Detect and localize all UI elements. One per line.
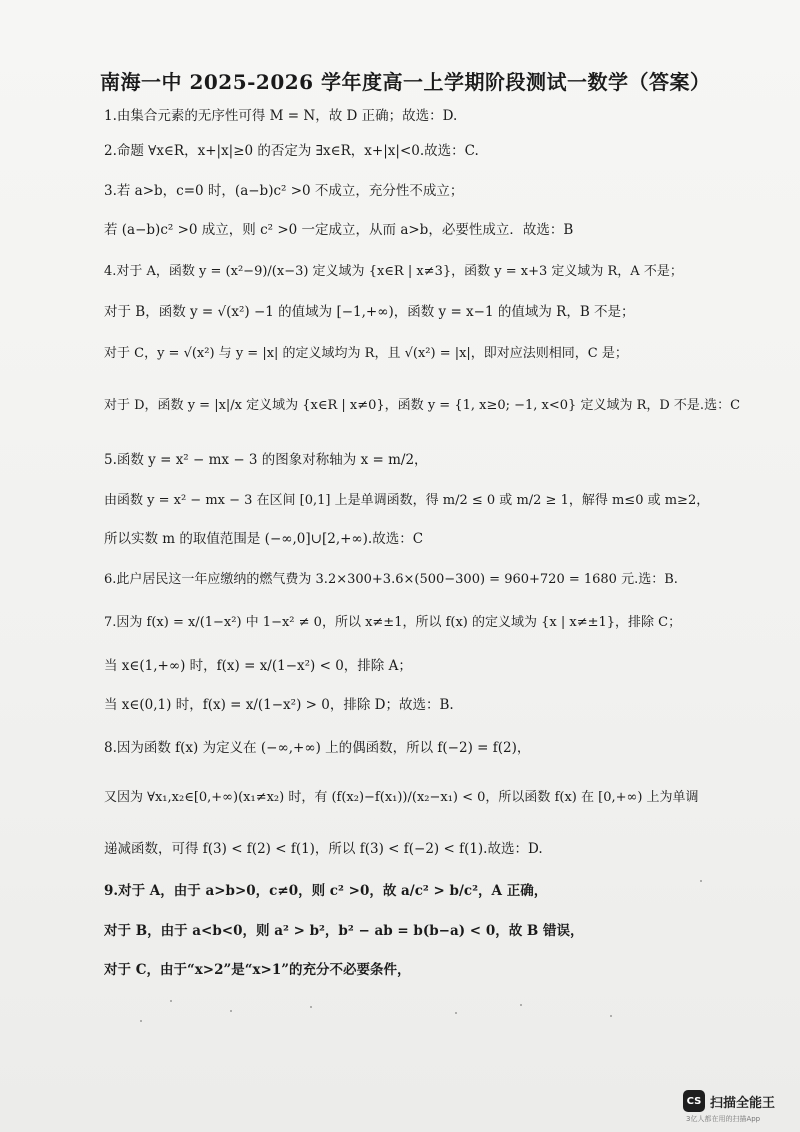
answer-line-7: 7.因为 f(x) = x/(1−x²) 中 1−x² ≠ 0，所以 x≠±1，所以 f(x) 的定义域为 {x | x≠±1}，排除 C； (104, 615, 682, 630)
scan-speck (700, 880, 702, 882)
scanner-app-name: 扫描全能王 (710, 1095, 776, 1111)
scanner-watermark (683, 1090, 775, 1112)
answer-line-1: 1.由集合元素的无序性可得 M = N，故 D 正确；故选：D. (104, 108, 458, 124)
scan-speck (610, 1015, 612, 1017)
scan-speck (520, 1004, 522, 1006)
answer-line-4: 4.对于 A，函数 y = (x²−9)/(x−3) 定义域为 {x∈R | x≠3}，函数 y = x+3 定义域为 R，A 不是； (104, 264, 683, 279)
answer-line-2: 2.命题 ∀x∈R，x+|x|≥0 的否定为 ∃x∈R，x+|x|<0.故选：C. (104, 143, 479, 159)
answer-line-5c: 所以实数 m 的取值范围是 (−∞,0]∪[2,+∞).故选：C (104, 531, 424, 547)
answer-line-8c: 递减函数，可得 f(3) < f(2) < f(1)，所以 f(3) < f(−2) < f(1).故选：D. (104, 841, 543, 857)
answer-line-3b: 若 (a−b)c² >0 成立，则 c² >0 一定成立，从而 a>b，必要性成立．故选：B (104, 222, 574, 238)
scanner-tagline: 3亿人都在用的扫描App (686, 1115, 761, 1123)
answer-line-8: 8.因为函数 f(x) 为定义在 (−∞,+∞) 上的偶函数，所以 f(−2) = f(2)， (104, 740, 531, 756)
answer-line-5: 5.函数 y = x² − mx − 3 的图象对称轴为 x = m/2， (104, 452, 428, 468)
scan-speck (230, 1010, 232, 1012)
page-title: 南海一中 2025-2026 学年度高一上学期阶段测试一数学（答案） (100, 70, 711, 94)
answer-line-4d: 对于 D，函数 y = |x|/x 定义域为 {x∈R | x≠0}，函数 y = {1, x≥0; −1, x<0} 定义域为 R，D 不是.选：C (104, 398, 741, 413)
answer-line-9b: 对于 B，由于 a<b<0，则 a² > b²，b² − ab = b(b−a) < 0，故 B 错误， (104, 923, 584, 939)
answer-line-4c: 对于 C，y = √(x²) 与 y = |x| 的定义域均为 R，且 √(x²) = |x|，即对应法则相同，C 是； (104, 346, 628, 361)
answer-line-9: 9.对于 A，由于 a>b>0，c≠0，则 c² >0，故 a/c² > b/c²，A 正确， (104, 883, 548, 899)
answer-line-7b: 当 x∈(1,+∞) 时，f(x) = x/(1−x²) < 0，排除 A； (104, 658, 412, 674)
scan-speck (140, 1020, 142, 1022)
camscanner-icon: CS (683, 1090, 705, 1112)
answer-line-4b: 对于 B，函数 y = √(x²) −1 的值域为 [−1,+∞)，函数 y = x−1 的值域为 R，B 不是； (104, 304, 635, 320)
answer-line-7c: 当 x∈(0,1) 时，f(x) = x/(1−x²) > 0，排除 D；故选：B. (104, 697, 454, 713)
answer-line-3: 3.若 a>b，c=0 时，(a−b)c² >0 不成立，充分性不成立； (104, 183, 464, 199)
scan-speck (310, 1006, 312, 1008)
answer-line-6: 6.此户居民这一年应缴纳的燃气费为 3.2×300+3.6×(500−300) = 960+720 = 1680 元.选：B. (104, 572, 678, 587)
answer-line-5b: 由函数 y = x² − mx − 3 在区间 [0,1] 上是单调函数，得 m/2 ≤ 0 或 m/2 ≥ 1，解得 m≤0 或 m≥2， (104, 493, 710, 508)
scan-speck (455, 1012, 457, 1014)
answer-line-9c: 对于 C，由于“x>2”是“x>1”的充分不必要条件， (104, 962, 411, 978)
scan-speck (170, 1000, 172, 1002)
answer-line-8b: 又因为 ∀x₁,x₂∈[0,+∞)(x₁≠x₂) 时，有 (f(x₂)−f(x₁))/(x₂−x₁) < 0，所以函数 f(x) 在 [0,+∞) 上为单调 (104, 790, 699, 805)
